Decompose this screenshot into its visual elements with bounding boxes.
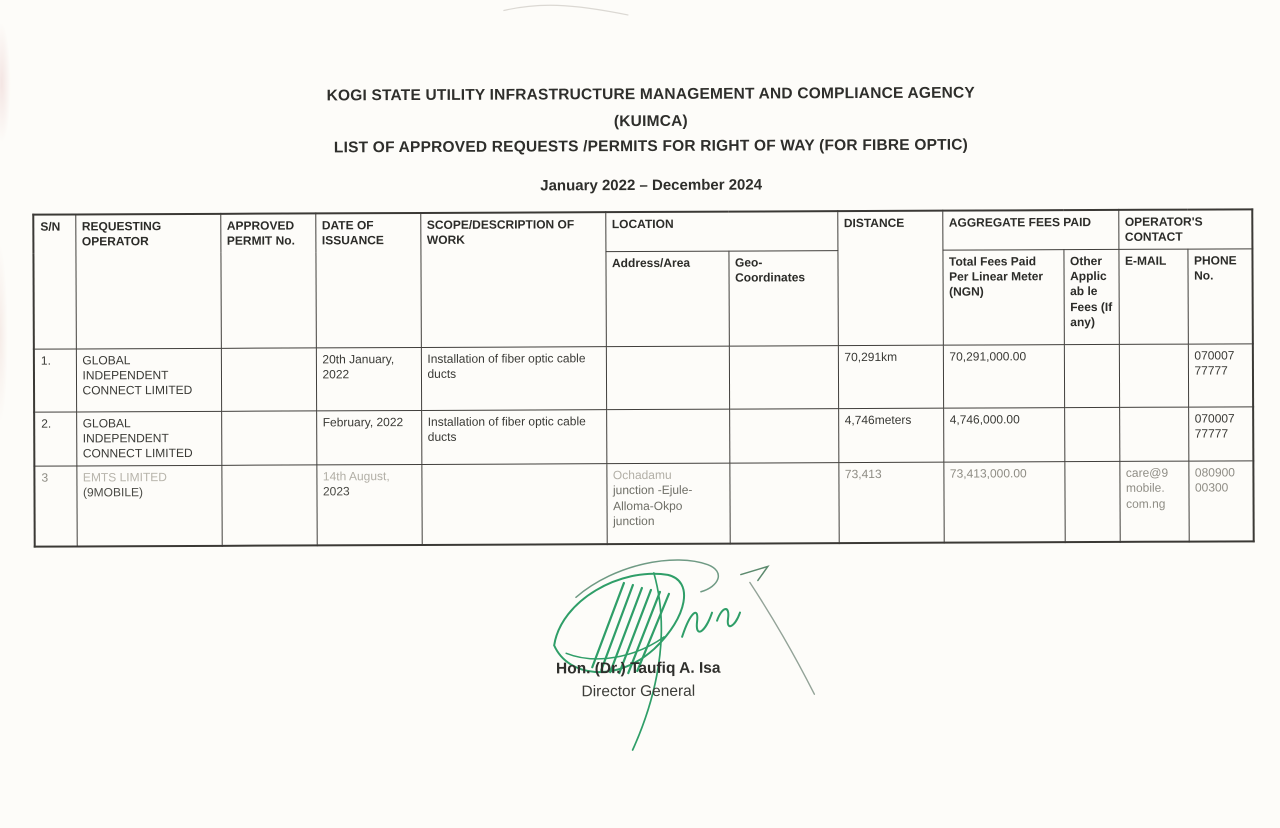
signatory-block bbox=[498, 659, 778, 701]
cell-other-fees bbox=[1064, 461, 1119, 542]
cell-operator: GLOBAL INDEPENDENT CONNECT LIMITED bbox=[76, 348, 221, 412]
cell-phone: 070007 77777 bbox=[1188, 344, 1253, 407]
permits-table bbox=[32, 208, 1254, 548]
cell-date: 20th January, 2022 bbox=[316, 347, 421, 410]
table-row bbox=[34, 407, 1253, 466]
cell-other-fees bbox=[1064, 344, 1119, 407]
document-title: LIST OF APPROVED REQUESTS /PERMITS FOR RIGHT OF WAY (FOR FIBRE OPTIC) bbox=[333, 136, 969, 157]
date-line: 2023 bbox=[322, 484, 350, 499]
cell-scope bbox=[421, 463, 606, 545]
cell-other-fees bbox=[1064, 407, 1119, 461]
cell-scope: Installation of fiber optic cable ducts bbox=[421, 346, 606, 410]
scan-smudge bbox=[0, 243, 8, 423]
report-period: January 2022 – December 2024 bbox=[540, 176, 763, 195]
col-header-sn: S/N bbox=[33, 214, 76, 348]
document-header bbox=[11, 83, 1280, 197]
address-lines: junction -Ejule- Alloma-Okpo junction bbox=[612, 482, 693, 528]
col-header-geo-coordinates: Geo-Coordinates bbox=[728, 250, 837, 345]
cell-operator: GLOBAL INDEPENDENT CONNECT LIMITED bbox=[76, 411, 221, 466]
col-header-date-of-issuance: DATE OF ISSUANCE bbox=[315, 213, 421, 348]
cell-geo bbox=[729, 408, 838, 463]
col-group-operators-contact: OPERATOR'S CONTACT bbox=[1118, 209, 1252, 249]
cell-total-fees: 4,746,000.00 bbox=[943, 407, 1064, 462]
signatory-name: Hon. (Dr.) Taufiq A. Isa bbox=[555, 659, 721, 678]
cell-email bbox=[1119, 407, 1188, 461]
cell-distance: 4,746meters bbox=[838, 408, 943, 463]
operator-line: (9MOBILE) bbox=[82, 485, 144, 500]
cell-phone: 070007 77777 bbox=[1188, 407, 1253, 461]
cell-distance: 73,413 bbox=[838, 462, 943, 543]
header-row-groups bbox=[33, 209, 1252, 254]
col-group-aggregate-fees: AGGREGATE FEES PAID bbox=[942, 210, 1118, 250]
scan-artifact-line bbox=[478, 0, 678, 25]
col-header-approved-permit: APPROVED PERMIT No. bbox=[220, 213, 316, 348]
col-header-other-fees: Other Applicab le Fees (If any) bbox=[1063, 249, 1118, 344]
cell-operator bbox=[76, 465, 221, 547]
cell-sn: 2. bbox=[34, 412, 76, 466]
cell-email bbox=[1119, 344, 1188, 407]
col-header-email: E-MAIL bbox=[1118, 249, 1187, 344]
cell-phone: 080900 00300 bbox=[1188, 461, 1253, 542]
operator-line-faded: EMTS LIMITED bbox=[82, 469, 167, 485]
cell-permit bbox=[221, 348, 316, 411]
col-header-scope: SCOPE/DESCRIPTION OF WORK bbox=[420, 212, 606, 347]
cell-sn: 3 bbox=[34, 466, 76, 547]
date-line-faded: 14th August, bbox=[322, 468, 390, 484]
cell-total-fees: 70,291,000.00 bbox=[943, 344, 1064, 408]
cell-distance: 70,291km bbox=[838, 345, 943, 408]
cell-permit bbox=[221, 411, 316, 465]
col-group-location: LOCATION bbox=[605, 211, 837, 251]
cell-sn: 1. bbox=[34, 349, 76, 412]
cell-address bbox=[606, 463, 729, 545]
signatory-title: Director General bbox=[581, 682, 696, 701]
cell-scope: Installation of fiber optic cable ducts bbox=[421, 409, 606, 464]
scan-smudge bbox=[0, 23, 11, 143]
cell-permit bbox=[221, 465, 316, 546]
col-header-requesting-operator: REQUESTING OPERATOR bbox=[75, 214, 221, 349]
cell-geo bbox=[729, 462, 838, 543]
table-row bbox=[34, 461, 1253, 547]
address-line-faded: Ochadamu bbox=[612, 467, 672, 482]
col-header-distance: DISTANCE bbox=[837, 211, 943, 346]
cell-address bbox=[606, 346, 729, 410]
cell-date: February, 2022 bbox=[316, 410, 421, 465]
col-header-total-fees: Total Fees Paid Per Linear Meter (NGN) bbox=[942, 249, 1063, 345]
cell-geo bbox=[729, 345, 838, 408]
agency-acronym: (KUIMCA) bbox=[613, 112, 688, 131]
cell-total-fees: 73,413,000.00 bbox=[943, 461, 1064, 543]
col-header-address-area: Address/Area bbox=[605, 251, 728, 347]
table-row bbox=[34, 344, 1253, 412]
agency-title: KOGI STATE UTILITY INFRASTRUCTURE MANAGEMENT AND COMPLIANCE AGENCY bbox=[326, 84, 975, 105]
col-header-phone: PHONE No. bbox=[1187, 249, 1252, 344]
cell-email: care@9 mobile. com.ng bbox=[1119, 461, 1188, 542]
cell-date bbox=[316, 464, 421, 545]
cell-address bbox=[606, 409, 729, 464]
signature bbox=[536, 544, 867, 765]
